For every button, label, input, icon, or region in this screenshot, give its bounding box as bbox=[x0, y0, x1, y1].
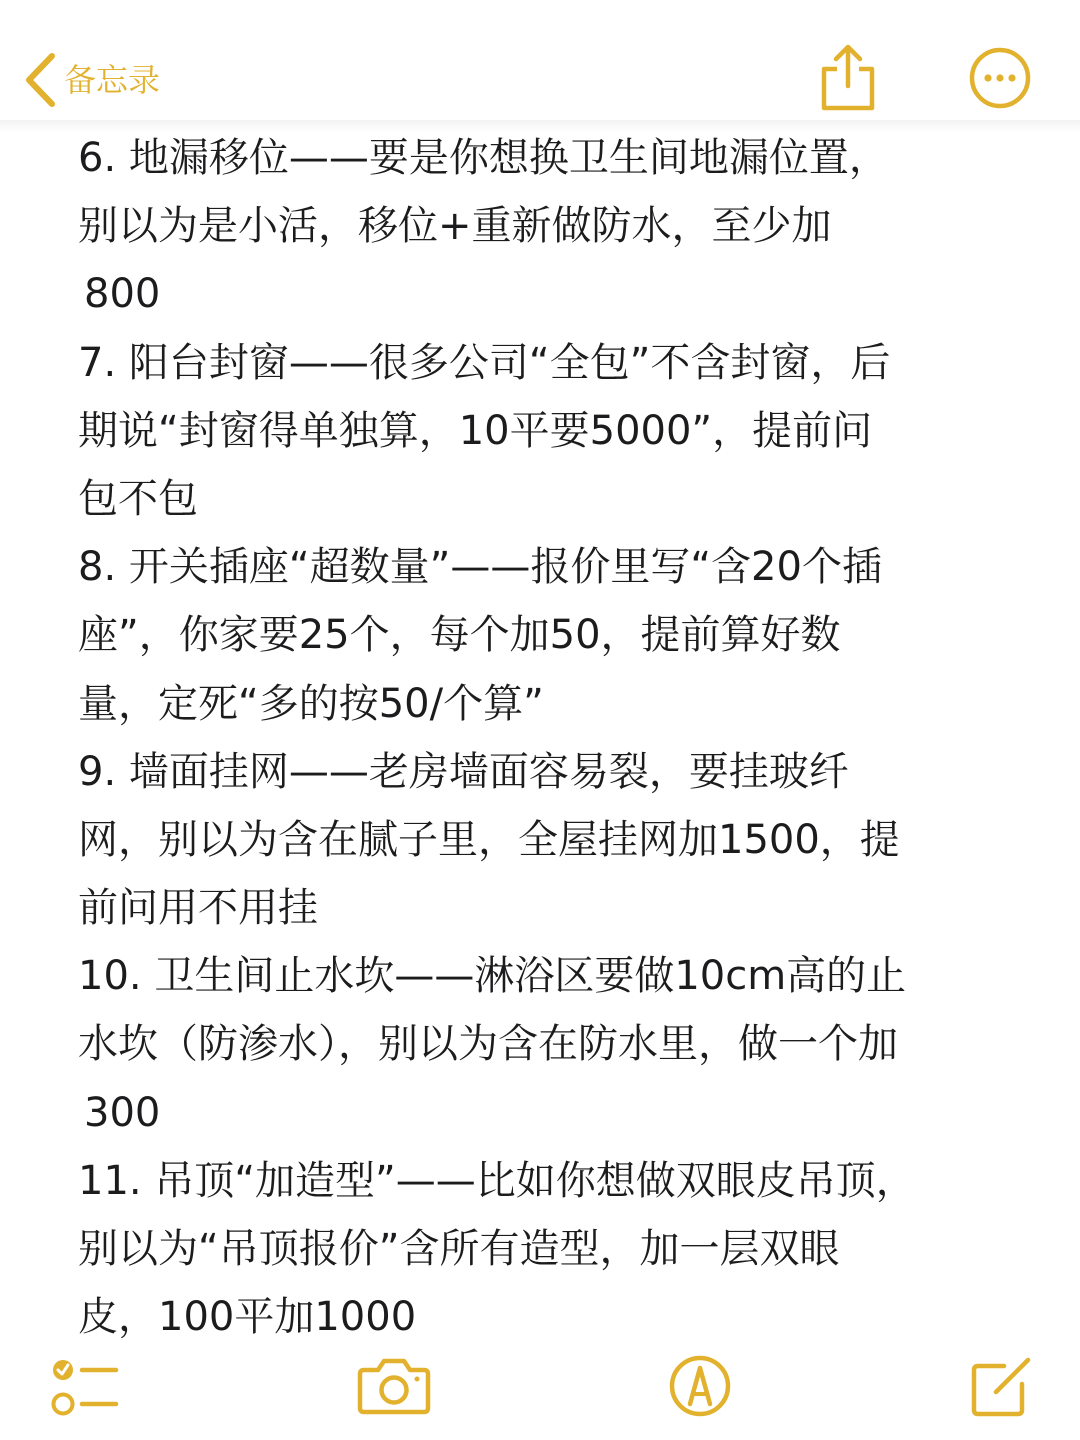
note-line: 网，别以为含在腻子里，全屋挂网加1500，提 bbox=[78, 816, 900, 863]
note-line: 7. 阳台封窗——很多公司“全包”不含封窗，后 bbox=[78, 339, 891, 386]
note-line: 水坎（防渗水），别以为含在防水里，做一个加 bbox=[78, 1021, 898, 1068]
note-line: 800 bbox=[84, 271, 161, 318]
note-line: 11. 吊顶“加造型”——比如你想做双眼皮吊顶， bbox=[78, 1157, 916, 1204]
note-line: 6. 地漏移位——要是你想换卫生间地漏位置， bbox=[78, 135, 889, 181]
compose-icon bbox=[968, 1352, 1036, 1420]
more-button[interactable] bbox=[968, 46, 1032, 110]
back-button[interactable] bbox=[22, 50, 160, 110]
note-line: 别以为是小活，移位+重新做防水，至少加 bbox=[78, 203, 832, 250]
checklist-button[interactable] bbox=[50, 1354, 120, 1420]
note-line: 包不包 bbox=[78, 475, 198, 522]
note-line: 量，定死“多的按50/个算” bbox=[78, 680, 544, 727]
note-line: 座”，你家要25个，每个加50，提前算好数 bbox=[78, 612, 841, 659]
note-line: 皮，100平加1000 bbox=[78, 1294, 417, 1341]
compose-button[interactable] bbox=[968, 1352, 1036, 1420]
note-line: 8. 开关插座“超数量”——报价里写“含20个插 bbox=[78, 544, 882, 591]
note-line: 期说“封窗得单独算，10平要5000”，提前问 bbox=[78, 407, 873, 454]
share-button[interactable] bbox=[816, 42, 880, 112]
markup-pen-icon bbox=[668, 1354, 732, 1418]
note-line: 300 bbox=[84, 1089, 161, 1136]
navigation-bar bbox=[0, 0, 1080, 124]
camera-button[interactable] bbox=[356, 1356, 432, 1416]
checklist-icon bbox=[50, 1354, 120, 1420]
camera-icon bbox=[356, 1356, 432, 1416]
bottom-toolbar bbox=[0, 1352, 1080, 1440]
note-line: 前问用不用挂 bbox=[78, 885, 318, 932]
note-line: 别以为“吊顶报价”含所有造型，加一层双眼 bbox=[78, 1226, 840, 1272]
markup-button[interactable] bbox=[668, 1354, 732, 1418]
note-line: 10. 卫生间止水坎——淋浴区要做10cm高的止 bbox=[78, 953, 907, 1000]
note-body[interactable] bbox=[78, 124, 1018, 1350]
chevron-left-icon bbox=[22, 52, 58, 108]
note-line: 9. 墙面挂网——老房墙面容易裂，要挂玻纤 bbox=[78, 748, 849, 795]
ellipsis-circle-icon bbox=[968, 46, 1032, 110]
back-label: 备忘录 bbox=[64, 61, 161, 99]
share-icon bbox=[816, 42, 880, 112]
